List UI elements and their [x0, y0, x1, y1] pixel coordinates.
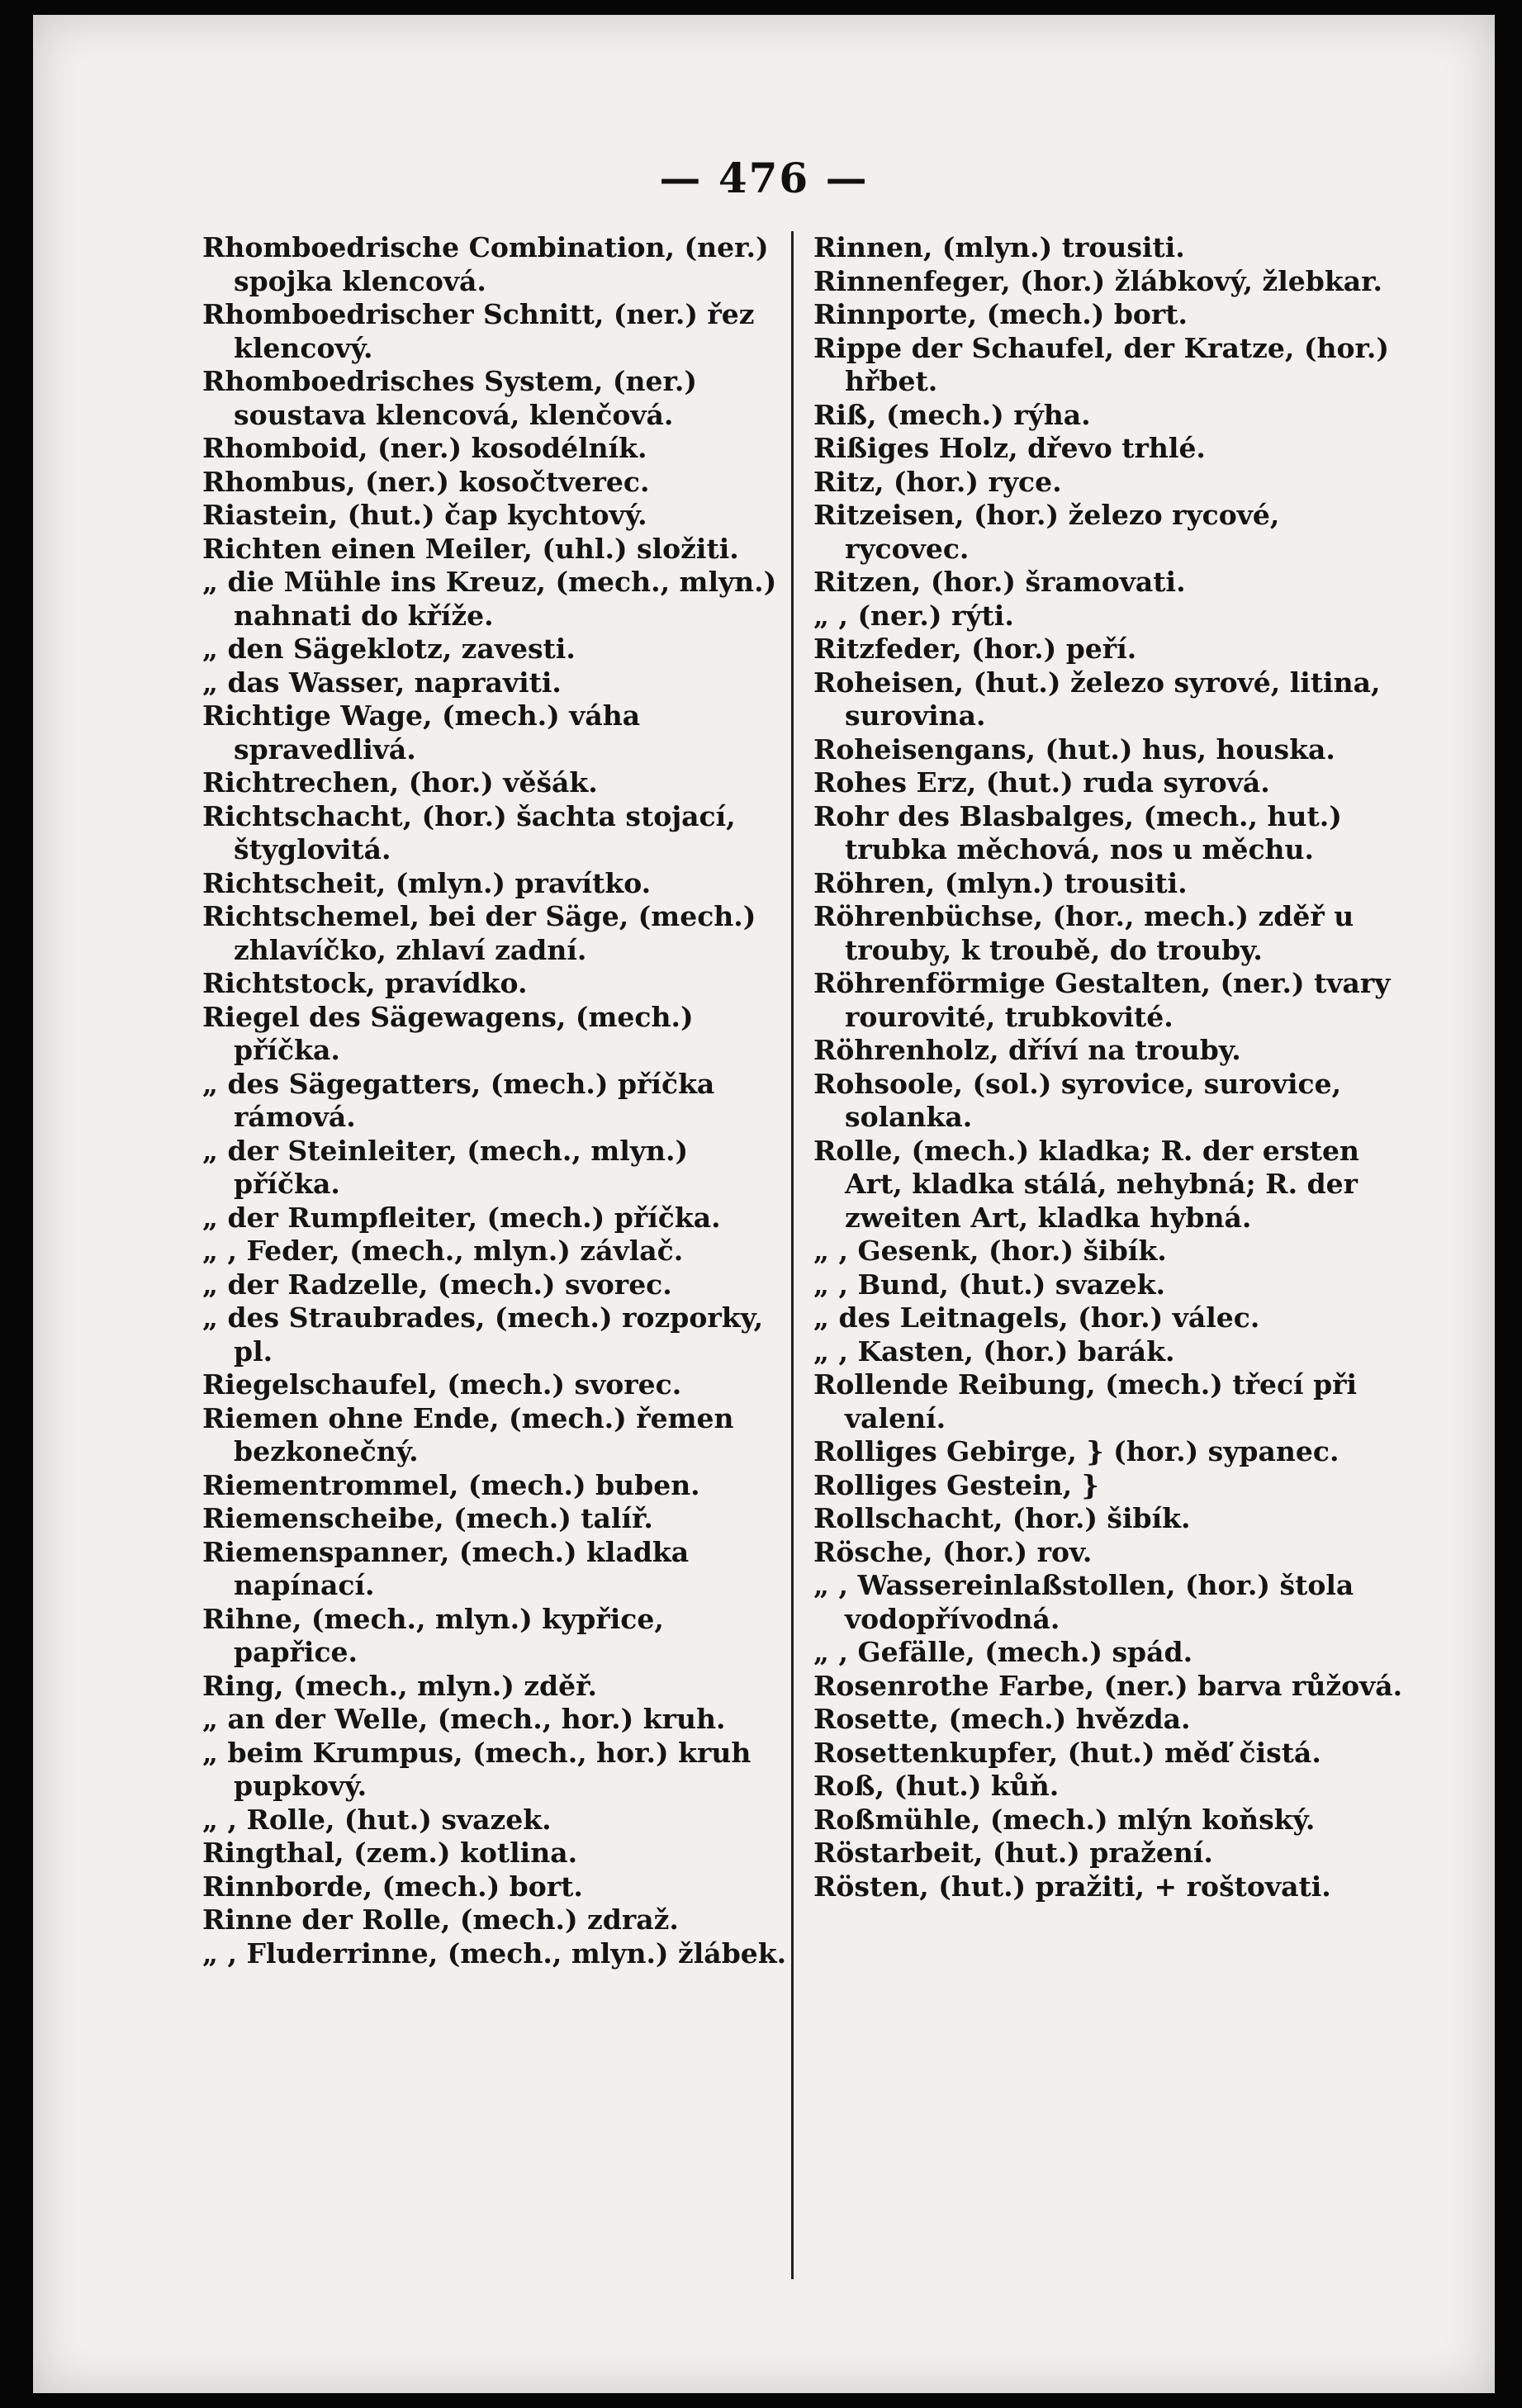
- dictionary-entry: Richtstock, pravídko.: [202, 967, 528, 999]
- dictionary-entry: Rhomboid, (ner.) kosodélník.: [202, 432, 647, 464]
- dictionary-entry: Rhomboedrischer Schnitt, (ner.) řez klencový.: [202, 298, 755, 364]
- dictionary-entry: Richtschemel, bei der Säge, (mech.) zhlavíčko, zhlaví zadní.: [202, 900, 756, 966]
- dictionary-entry: Rhomboedrische Combination, (ner.) spojka klencová.: [202, 231, 769, 297]
- dictionary-entry: „ des Sägegatters, (mech.) příčka rámová.: [202, 1067, 715, 1133]
- dictionary-entry: Rippe der Schaufel, der Kratze, (hor.) hřbet.: [813, 331, 1389, 397]
- dictionary-entry: Rollschacht, (hor.) šibík.: [813, 1502, 1191, 1534]
- dictionary-entry: „ der Radzelle, (mech.) svorec.: [202, 1268, 672, 1301]
- dictionary-entry: „ der Steinleiter, (mech., mlyn.) příčka.: [202, 1134, 689, 1200]
- dictionary-entry: Rhombus, (ner.) kosočtverec.: [202, 465, 650, 498]
- dictionary-entry: Riß, (mech.) rýha.: [813, 398, 1091, 431]
- dictionary-entry: „ des Leitnagels, (hor.) válec.: [813, 1301, 1260, 1334]
- dictionary-entry: Ritzfeder, (hor.) peří.: [813, 633, 1137, 665]
- dictionary-entry: Röhrenbüchse, (hor., mech.) zděř u trouby, k troubě, do trouby.: [813, 900, 1354, 966]
- dictionary-entry: Rosenrothe Farbe, (ner.) barva růžová.: [813, 1669, 1403, 1702]
- dictionary-entry: Richtscheit, (mlyn.) pravítko.: [202, 866, 652, 899]
- dictionary-entry: „ den Sägeklotz, zavesti.: [202, 633, 576, 665]
- dictionary-entry: Riemen ohne Ende, (mech.) řemen bezkonečný.: [202, 1401, 734, 1467]
- dictionary-entry: Roßmühle, (mech.) mlýn koňský.: [813, 1803, 1316, 1836]
- dictionary-entry: Riegelschaufel, (mech.) svorec.: [202, 1368, 682, 1401]
- dictionary-entry: Rinnborde, (mech.) bort.: [202, 1870, 583, 1903]
- dictionary-entry: Richtrechen, (hor.) věšák.: [202, 766, 598, 799]
- dictionary-entry: Rißiges Holz, dřevo trhlé.: [813, 432, 1206, 464]
- dictionary-entry: Röhrenförmige Gestalten, (ner.) tvary rourovité, trubkovité.: [813, 967, 1391, 1033]
- dictionary-entry: Rohes Erz, (hut.) ruda syrová.: [813, 766, 1270, 799]
- dictionary-entry: „ , Gefälle, (mech.) spád.: [813, 1636, 1193, 1668]
- dictionary-entry: Röhrenholz, dříví na trouby.: [813, 1034, 1241, 1066]
- dictionary-entry: Richtige Wage, (mech.) váha spravedlivá.: [202, 699, 641, 766]
- dictionary-entry: Richtschacht, (hor.) šachta stojací, štyglovitá.: [202, 799, 736, 865]
- dictionary-entry: Ringthal, (zem.) kotlina.: [202, 1837, 578, 1869]
- dictionary-entry: Rolle, (mech.) kladka; R. der ersten Art, kladka stálá, nehybná; R. der zweiten Art, kladka hybná.: [813, 1134, 1359, 1234]
- dictionary-entry: „ , Gesenk, (hor.) šibík.: [813, 1235, 1167, 1267]
- dictionary-entry: Rosette, (mech.) hvězda.: [813, 1703, 1191, 1735]
- dictionary-entry: „ des Straubrades, (mech.) rozporky, pl.: [202, 1301, 764, 1368]
- dictionary-entry: „ die Mühle ins Kreuz, (mech., mlyn.) nahnati do kříže.: [202, 566, 777, 632]
- dictionary-entry: Rinnporte, (mech.) bort.: [813, 298, 1188, 330]
- dictionary-entry: „ beim Krumpus, (mech., hor.) kruh pupkový.: [202, 1736, 752, 1802]
- dictionary-entry: Rinnenfeger, (hor.) žlábkový, žlebkar.: [813, 264, 1382, 297]
- dictionary-entry: Ritzen, (hor.) šramovati.: [813, 566, 1186, 598]
- dictionary-entry: Riementrommel, (mech.) buben.: [202, 1468, 700, 1501]
- dictionary-entry: „ , Rolle, (hut.) svazek.: [202, 1803, 552, 1836]
- dictionary-entry: Roheisen, (hut.) železo syrové, litina, surovina.: [813, 666, 1381, 732]
- dictionary-entry: Rösten, (hut.) pražiti, + roštovati.: [813, 1870, 1331, 1903]
- dictionary-entry: Rösche, (hor.) rov.: [813, 1535, 1093, 1568]
- dictionary-entry: Riemenscheibe, (mech.) talíř.: [202, 1502, 653, 1534]
- dictionary-entry: Rohr des Blasbalges, (mech., hut.) trubka měchová, nos u měchu.: [813, 799, 1342, 865]
- dictionary-entry: „ , Fluderrinne, (mech., mlyn.) žlábek.: [202, 1936, 787, 1970]
- dictionary-entry: Riastein, (hut.) čap kychtový.: [202, 499, 647, 531]
- dictionary-entry: Röhren, (mlyn.) trousiti.: [813, 866, 1188, 899]
- dictionary-entry: Riemenspanner, (mech.) kladka napínací.: [202, 1535, 690, 1601]
- dictionary-entry: „ , Feder, (mech., mlyn.) závlač.: [202, 1235, 684, 1267]
- dictionary-entry: „ , Bund, (hut.) svazek.: [813, 1268, 1166, 1301]
- dictionary-entry: Ritzeisen, (hor.) železo rycové, rycovec.: [813, 499, 1280, 565]
- dictionary-entry: Rhomboedrisches System, (ner.) soustava klencová, klenčová.: [202, 365, 697, 431]
- dictionary-entry: Röstarbeit, (hut.) pražení.: [813, 1837, 1213, 1869]
- dictionary-entry: „ an der Welle, (mech., hor.) kruh.: [202, 1703, 726, 1735]
- dictionary-entry: Rinnen, (mlyn.) trousiti.: [813, 231, 1185, 263]
- dictionary-entry: Richten einen Meiler, (uhl.) složiti.: [202, 532, 739, 565]
- page-number: — 476 —: [659, 154, 869, 202]
- dictionary-entry: Roheisengans, (hut.) hus, houska.: [813, 732, 1335, 766]
- dictionary-entry: „ , (ner.) rýti.: [813, 599, 1014, 632]
- dictionary-entry: Rolliges Gestein, }: [813, 1468, 1099, 1501]
- dictionary-entry: Rohsoole, (sol.) syrovice, surovice, solanka.: [813, 1067, 1342, 1133]
- dictionary-entry: Rollende Reibung, (mech.) třecí při valení.: [813, 1368, 1358, 1434]
- dictionary-entry: Rolliges Gebirge, } (hor.) sypanec.: [813, 1435, 1339, 1467]
- dictionary-entry: Ritz, (hor.) ryce.: [813, 465, 1062, 498]
- dictionary-entry: Rinne der Rolle, (mech.) zdraž.: [202, 1903, 679, 1936]
- dictionary-page: [33, 15, 1495, 2393]
- dictionary-entry: Rosettenkupfer, (hut.) měď čistá.: [813, 1736, 1321, 1769]
- dictionary-entry: „ der Rumpfleiter, (mech.) příčka.: [202, 1201, 721, 1234]
- dictionary-entry: Roß, (hut.) kůň.: [813, 1770, 1060, 1802]
- dictionary-entry: „ das Wasser, napraviti.: [202, 666, 562, 699]
- left-column: [202, 231, 797, 1970]
- dictionary-entry: „ , Wassereinlaßstollen, (hor.) štola vodopřívodná.: [813, 1569, 1354, 1635]
- column-divider: [791, 231, 794, 2279]
- dictionary-entry: „ , Kasten, (hor.) barák.: [813, 1334, 1175, 1368]
- dictionary-entry: Riegel des Sägewagens, (mech.) příčka.: [202, 1000, 694, 1066]
- dictionary-entry: Rihne, (mech., mlyn.) kypřice, papřice.: [202, 1602, 664, 1668]
- right-column: [813, 231, 1408, 1903]
- dictionary-entry: Ring, (mech., mlyn.) zděř.: [202, 1669, 597, 1702]
